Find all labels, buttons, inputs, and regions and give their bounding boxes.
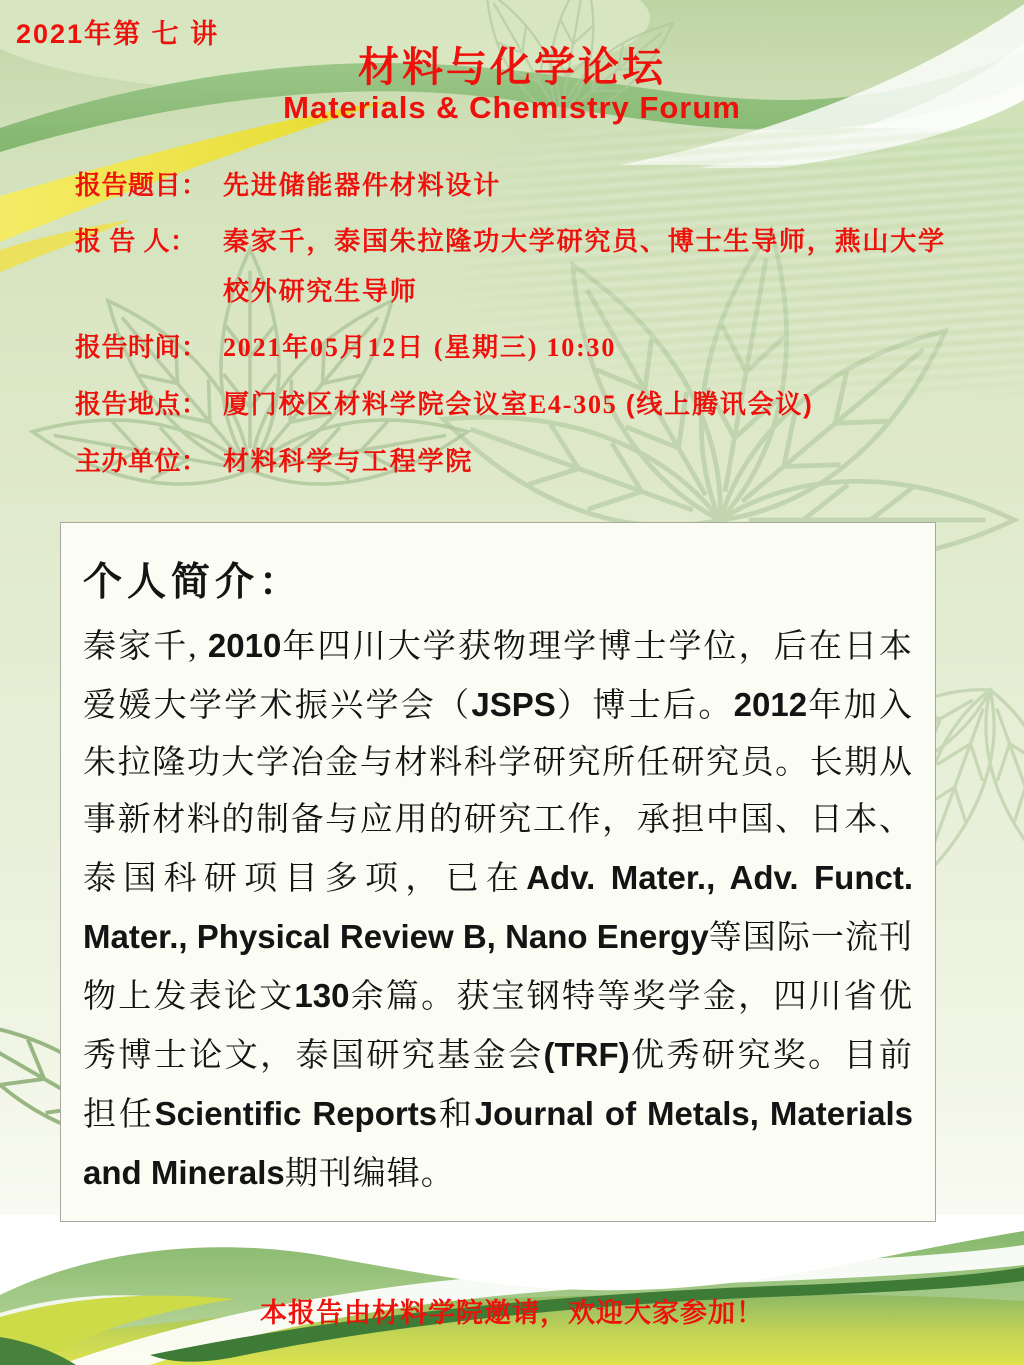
text-segment: 月 (339, 332, 368, 362)
bio-panel (60, 522, 936, 1222)
detail-row-location (75, 379, 953, 430)
text-segment: 余篇。获宝钢特等奖学金，四川省优秀博士论文，泰国研究基金会 (83, 979, 914, 1074)
text-segment: 2012 (733, 686, 808, 723)
text-segment: 05 (310, 333, 340, 362)
detail-label-topic: 报告题目： (75, 170, 208, 200)
text-segment: E4-305 (528, 390, 626, 419)
detail-row-topic (75, 160, 953, 210)
detail-value-time (223, 322, 953, 373)
text-segment: 和 (437, 1097, 475, 1133)
bio-heading: 个人简介： (83, 561, 304, 604)
detail-label-location: 报告地点： (75, 389, 208, 419)
text-segment: 12 (367, 333, 398, 362)
footer-invitation: 本报告由材料学院邀请，欢迎大家参加！ (260, 1298, 764, 1328)
text-segment: Adv. Mater., Adv. Funct. Mater., Physical Review B, Nano Energy (83, 859, 914, 955)
detail-row-host (75, 436, 953, 486)
text-segment: 秦家千, (83, 629, 208, 665)
forum-title-cn: 材料与化学论坛 (358, 44, 666, 90)
text-segment: 130 (294, 977, 350, 1014)
text-segment: 2021 (223, 333, 283, 362)
text-segment: 秦家千，泰国朱拉隆功大学研究员、博士生导师，燕山大学校外研究生导师 (223, 226, 946, 306)
text-segment: 先进储能器件材料设计 (223, 170, 502, 200)
text-segment: JSPS (471, 686, 556, 723)
detail-label-host: 主办单位： (75, 446, 208, 476)
text-segment: 等国际一流刊物上发表论文 (83, 920, 914, 1015)
seminar-details (75, 160, 953, 492)
bottom-hills-art (0, 1215, 1024, 1365)
detail-row-time (75, 322, 953, 373)
detail-value-location (223, 379, 953, 430)
text-segment: 年加入朱拉隆功大学冶金与材料科学研究所任研究员。长期从事新材料的制备与应用的研究工作，承担中国、日本、泰国科研项目多项，已在 (83, 688, 914, 897)
text-segment: 2010 (207, 627, 282, 664)
detail-label-speaker: 报 告 人： (75, 226, 197, 256)
text-segment: 年 (282, 332, 311, 362)
text-segment: Journal of Metals, Materials and Minerals (83, 1095, 913, 1191)
text-segment: 年四川大学获物理学博士学位，后在日本爱媛大学学术振兴学会（ (83, 629, 914, 724)
text-segment: ）博士后。 (555, 688, 734, 724)
detail-label-time: 报告时间： (75, 332, 208, 362)
detail-value-topic (223, 160, 953, 210)
forum-title-en: Materials & Chemistry Forum (283, 90, 741, 125)
text-segment: (TRF) (543, 1036, 630, 1073)
text-segment: (星期三) 10:30 (433, 333, 617, 362)
text-segment: 日 (397, 332, 434, 362)
text-segment: 厦门校区材料学院会议室 (223, 389, 529, 419)
bio-paragraph (83, 617, 913, 1203)
text-segment: Scientific Reports (154, 1095, 438, 1132)
text-segment: 期刊编辑。 (284, 1156, 455, 1192)
detail-row-speaker (75, 216, 953, 316)
issue-badge: 2021年第 七 讲 (16, 19, 220, 49)
detail-value-speaker (223, 216, 953, 316)
text-segment: 优秀研究奖。目前担任 (83, 1038, 913, 1133)
text-segment: 材料科学与工程学院 (223, 446, 474, 476)
detail-value-host (223, 436, 953, 486)
text-segment: (线上腾讯会议) (625, 389, 814, 419)
